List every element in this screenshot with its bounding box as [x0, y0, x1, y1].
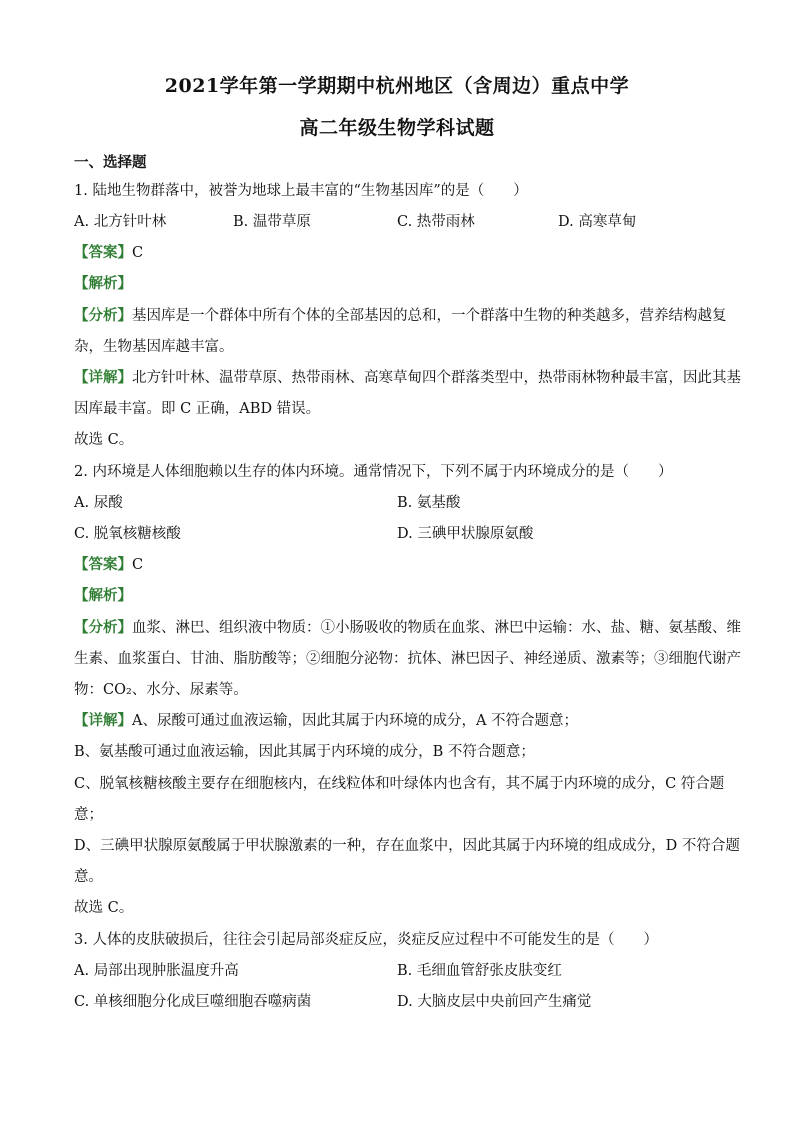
xiangjie-tag: 【详解】: [74, 712, 132, 729]
question-3-option-c: C. 单核细胞分化成巨噬细胞吞噬病菌: [74, 994, 312, 1010]
question-2-answer: [74, 555, 724, 575]
question-2-xiangjie: [74, 711, 724, 731]
answer-tag: 【答案】: [74, 556, 132, 573]
question-3-stem: 3. 人体的皮肤破损后，往往会引起局部炎症反应，炎症反应过程中不可能发生的是（ ）: [74, 932, 658, 948]
question-3-option-a: A. 局部出现肿胀温度升高: [74, 963, 239, 979]
question-2-fenxi-cont-1: 生素、血浆蛋白、甘油、脂肪酸等；②细胞分泌物：抗体、淋巴因子、神经递质、激素等；③细胞代谢产: [74, 651, 741, 667]
exam-subtitle: 高二年级生物学科试题: [299, 117, 495, 139]
xiangjie-text: 北方针叶林、温带草原、热带雨林、高寒草甸四个群落类型中，热带雨林物种最丰富，因此其基: [132, 370, 741, 386]
analysis-tag: 【解析】: [74, 587, 132, 604]
question-2-fenxi: [74, 618, 741, 638]
exam-title: 2021学年第一学期期中杭州地区（含周边）重点中学: [164, 75, 630, 97]
answer-value: C: [132, 245, 144, 261]
question-2-stem: 2. 内环境是人体细胞赖以生存的体内环境。通常情况下，下列不属于内环境成分的是（ ）: [74, 464, 673, 480]
question-1-stem: 1. 陆地生物群落中，被誉为地球上最丰富的“生物基因库”的是（ ）: [74, 183, 528, 199]
section-heading: 一、选择题: [74, 154, 147, 171]
question-1-xiangjie-cont: 因库最丰富。即 C 正确，ABD 错误。: [74, 401, 321, 417]
answer-tag: 【答案】: [74, 244, 132, 261]
question-2-line-d: D、三碘甲状腺原氨酸属于甲状腺激素的一种，存在血浆中，因此其属于内环境的组成成分，D 不符合题: [74, 838, 740, 854]
question-3-option-b: B. 毛细血管舒张皮肤变红: [397, 963, 562, 979]
question-2-fenxi-cont-2: 物：CO₂、水分、尿素等。: [74, 682, 248, 698]
fenxi-text: 血浆、淋巴、组织液中物质：①小肠吸收的物质在血浆、淋巴中运输：水、盐、糖、氨基酸、维: [132, 620, 741, 636]
answer-value: C: [132, 557, 144, 573]
xiangjie-text: A、尿酸可通过血液运输，因此其属于内环境的成分，A 不符合题意；: [132, 713, 579, 729]
question-2-option-c: C. 脱氧核糖核酸: [74, 526, 181, 542]
question-1-option-a: A. 北方针叶林: [74, 214, 167, 230]
question-1-fenxi: [74, 306, 727, 326]
question-2-analysis-tag: [74, 586, 724, 606]
question-2-line-c-cont: 意；: [74, 807, 103, 823]
fenxi-tag: 【分析】: [74, 307, 132, 324]
question-1-option-d: D. 高寒草甸: [558, 214, 637, 230]
question-1-answer: [74, 243, 724, 263]
fenxi-text: 基因库是一个群体中所有个体的全部基因的总和，一个群落中生物的种类越多，营养结构越复: [132, 308, 727, 324]
question-1-fenxi-cont: 杂，生物基因库越丰富。: [74, 339, 234, 355]
question-1-xiangjie: [74, 368, 741, 388]
question-2-option-d: D. 三碘甲状腺原氨酸: [397, 526, 534, 542]
question-2-line-c: C、脱氧核糖核酸主要存在细胞核内，在线粒体和叶绿体内也含有，其不属于内环境的成分，C 符合题: [74, 776, 725, 792]
question-1-option-b: B. 温带草原: [233, 214, 311, 230]
question-2-line-d-cont: 意。: [74, 869, 103, 885]
question-2-line-b: B、氨基酸可通过血液运输，因此其属于内环境的成分，B 不符合题意；: [74, 744, 535, 760]
question-1-option-c: C. 热带雨林: [397, 214, 475, 230]
question-2-option-a: A. 尿酸: [74, 495, 123, 511]
question-2-conclusion: 故选 C。: [74, 900, 134, 916]
question-1-analysis-tag: [74, 274, 724, 294]
question-3-option-d: D. 大脑皮层中央前回产生痛觉: [397, 994, 592, 1010]
question-2-option-b: B. 氨基酸: [397, 495, 461, 511]
question-1-conclusion: 故选 C。: [74, 432, 134, 448]
analysis-tag: 【解析】: [74, 275, 132, 292]
fenxi-tag: 【分析】: [74, 619, 132, 636]
xiangjie-tag: 【详解】: [74, 369, 132, 386]
